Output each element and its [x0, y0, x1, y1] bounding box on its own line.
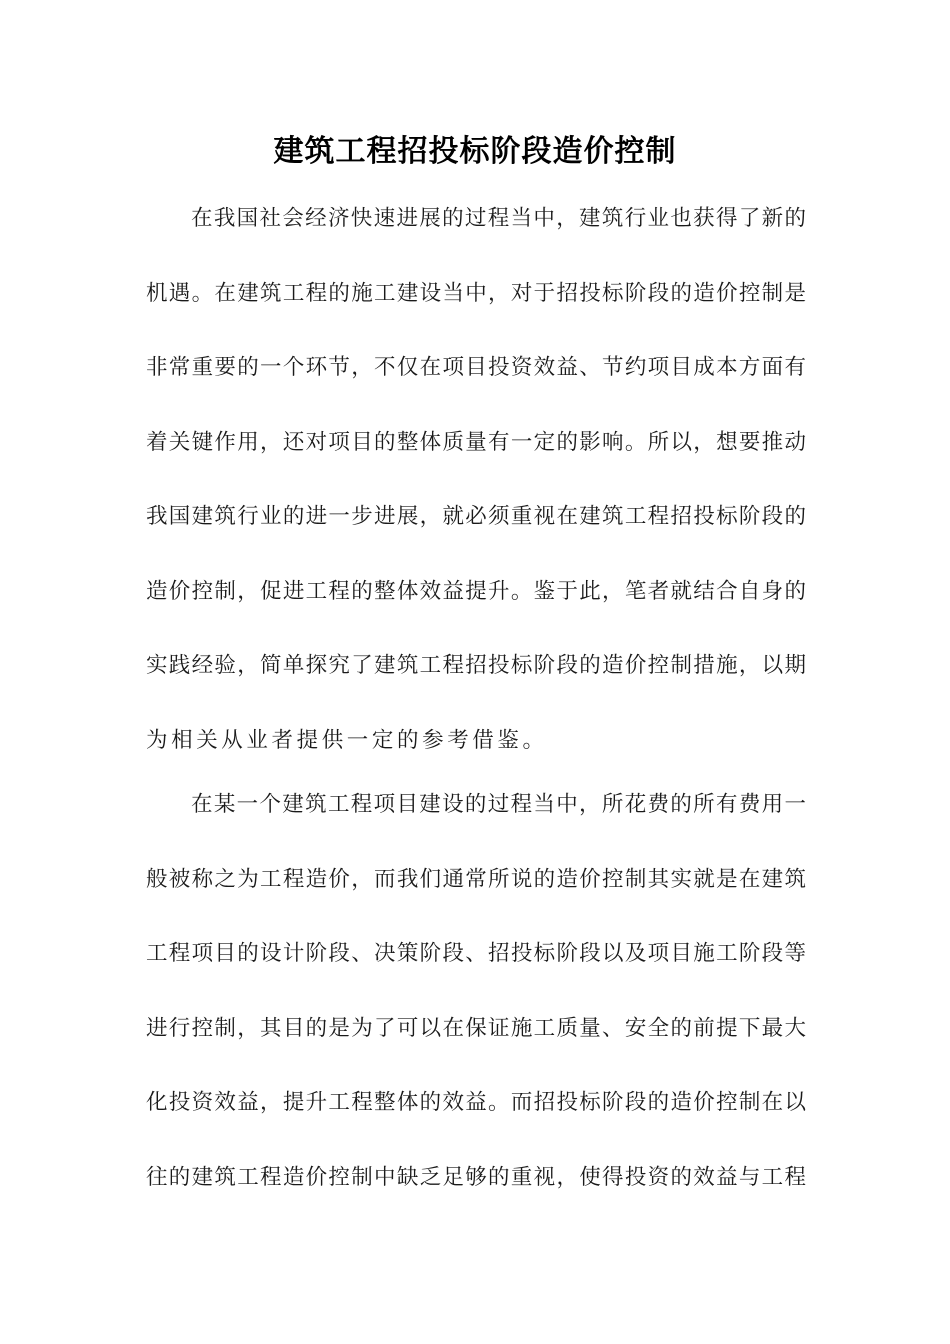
paragraph-line: 工程项目的设计阶段、决策阶段、招投标阶段以及项目施工阶段等 [146, 941, 806, 966]
document-title: 建筑工程招投标阶段造价控制 [273, 134, 677, 169]
paragraph-line: 非常重要的一个环节，不仅在项目投资效益、节约项目成本方面有 [146, 355, 806, 380]
paragraph-line: 为相关从业者提供一定的参考借鉴。 [146, 727, 548, 753]
paragraph-line: 般被称之为工程造价，而我们通常所说的造价控制其实就是在建筑 [146, 866, 806, 892]
paragraph-line: 在某一个建筑工程项目建设的过程当中，所花费的所有费用一 [191, 792, 806, 817]
paragraph-line: 在我国社会经济快速进展的过程当中，建筑行业也获得了新的 [191, 206, 806, 231]
paragraph-line: 造价控制，促进工程的整体效益提升。鉴于此，笔者就结合自身的 [146, 578, 806, 604]
paragraph-2 [146, 790, 806, 1237]
paragraph-line: 化投资效益，提升工程整体的效益。而招投标阶段的造价控制在以 [146, 1090, 806, 1115]
paragraph-line: 往的建筑工程造价控制中缺乏足够的重视，使得投资的效益与工程 [146, 1164, 806, 1190]
paragraph-line: 机遇。在建筑工程的施工建设当中，对于招投标阶段的造价控制是 [146, 280, 806, 306]
paragraph-line: 实践经验，简单探究了建筑工程招投标阶段的造价控制措施，以期 [146, 653, 806, 678]
paragraph-line: 进行控制，其目的是为了可以在保证施工质量、安全的前提下最大 [146, 1015, 806, 1041]
paragraph-line: 着关键作用，还对项目的整体质量有一定的影响。所以，想要推动 [146, 429, 806, 455]
paragraph-1 [146, 204, 806, 800]
paragraph-line: 我国建筑行业的进一步进展，就必须重视在建筑工程招投标阶段的 [146, 504, 806, 529]
